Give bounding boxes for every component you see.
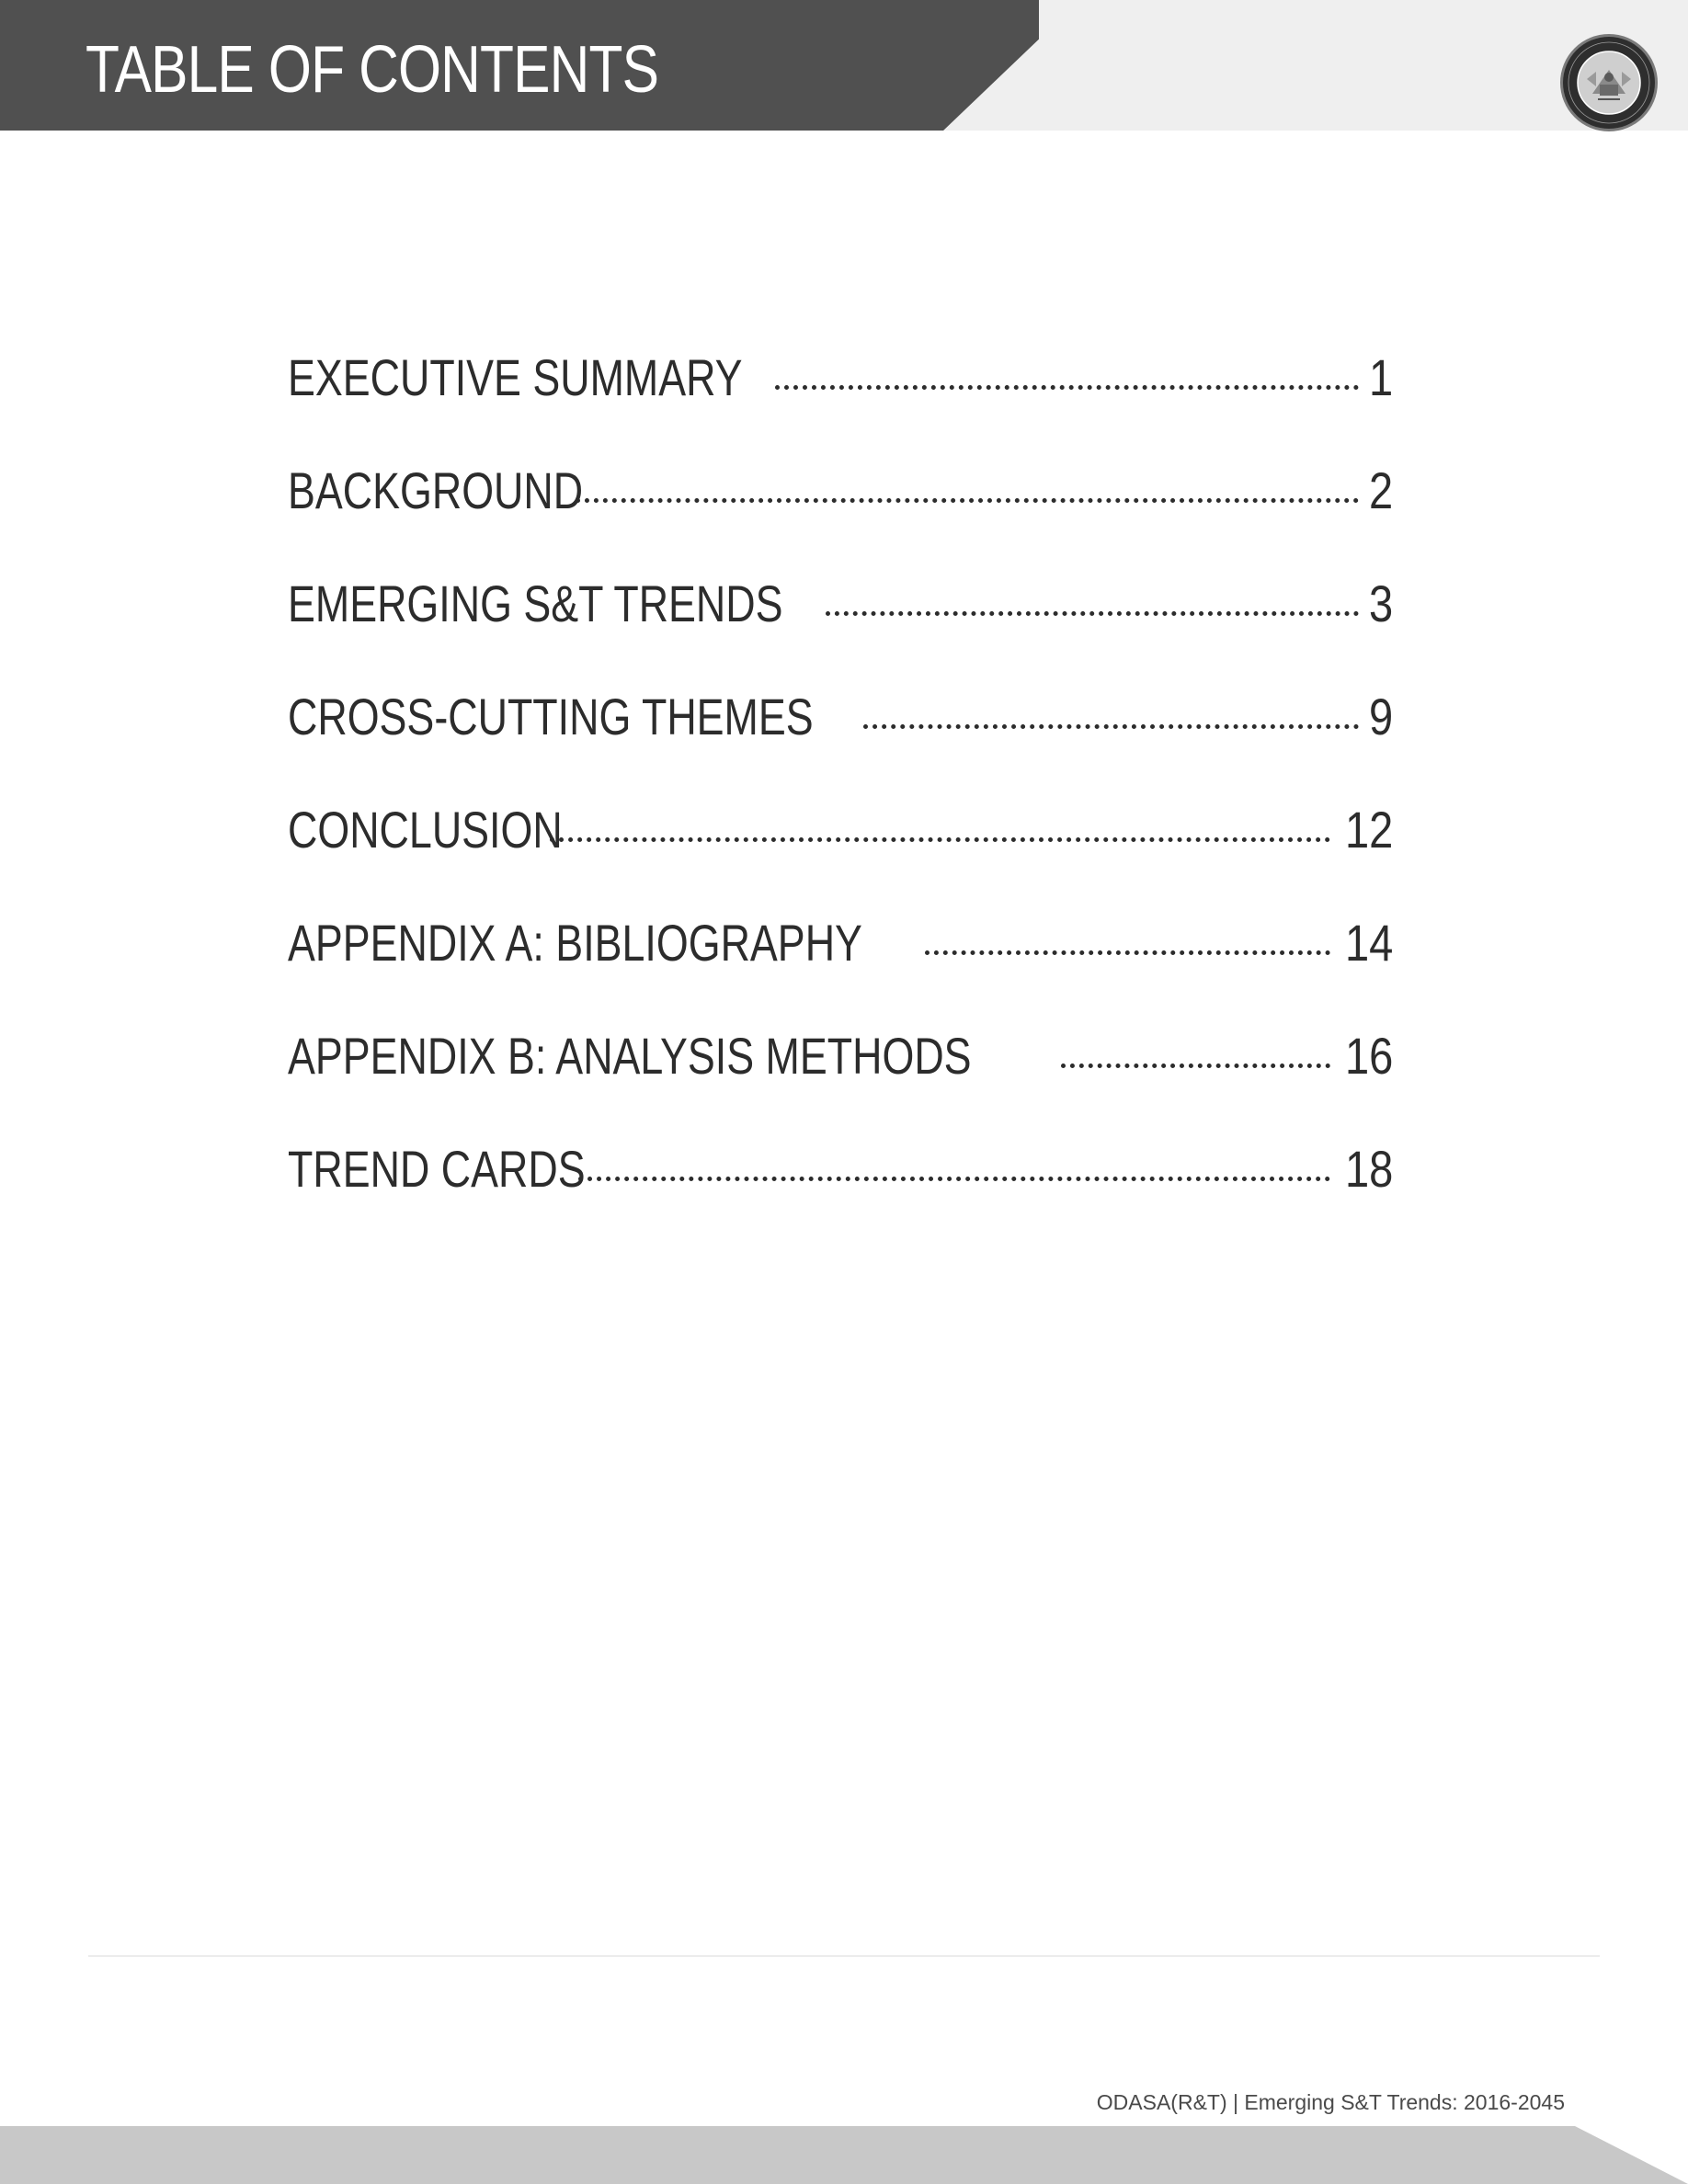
toc-entry-appendix-a[interactable] [288,913,1393,1026]
toc-entry-label: APPENDIX B: ANALYSIS METHODS [288,1027,972,1085]
toc-entry-page-number: 1 [1368,348,1393,406]
toc-entry-label: BACKGROUND [288,461,584,519]
toc-entry-label: EXECUTIVE SUMMARY [288,348,743,406]
toc-entry-background[interactable] [288,461,1393,574]
toc-entry-page-number: 16 [1344,1027,1393,1085]
toc-entry-label: EMERGING S&T TRENDS [288,574,783,632]
footer-text: ODASA(R&T) | Emerging S&T Trends: 2016-2045 [1096,2090,1565,2114]
table-of-contents [288,347,1393,1252]
footer-divider [88,1955,1600,1957]
dot-leader [550,837,1329,842]
toc-entry-page-number: 2 [1368,461,1393,519]
toc-entry-page-number: 3 [1368,574,1393,632]
toc-entry-executive-summary[interactable] [288,347,1393,461]
toc-entry-page-number: 18 [1344,1140,1393,1198]
dot-leader [775,385,1359,390]
dot-leader [576,498,1359,503]
army-seal-icon [1559,33,1659,132]
dot-leader [863,724,1358,729]
toc-entry-page-number: 9 [1368,688,1393,745]
dot-leader [925,950,1330,955]
toc-entry-emerging-st-trends[interactable] [288,574,1393,687]
toc-entry-appendix-b[interactable] [288,1026,1393,1139]
dot-leader [1061,1064,1329,1068]
toc-entry-page-number: 12 [1344,801,1393,859]
dot-leader [578,1177,1329,1181]
toc-entry-cross-cutting-themes[interactable] [288,687,1393,800]
dot-leader [826,611,1359,616]
footer-band [0,2126,1688,2184]
page-title: TABLE OF CONTENTS [86,33,659,107]
toc-entry-label: TREND CARDS [288,1140,586,1198]
toc-entry-trend-cards[interactable] [288,1139,1393,1252]
toc-entry-label: CONCLUSION [288,801,563,859]
toc-entry-page-number: 14 [1344,914,1393,972]
toc-entry-label: CROSS-CUTTING THEMES [288,688,814,745]
toc-entry-conclusion[interactable] [288,800,1393,913]
toc-entry-label: APPENDIX A: BIBLIOGRAPHY [288,914,862,972]
